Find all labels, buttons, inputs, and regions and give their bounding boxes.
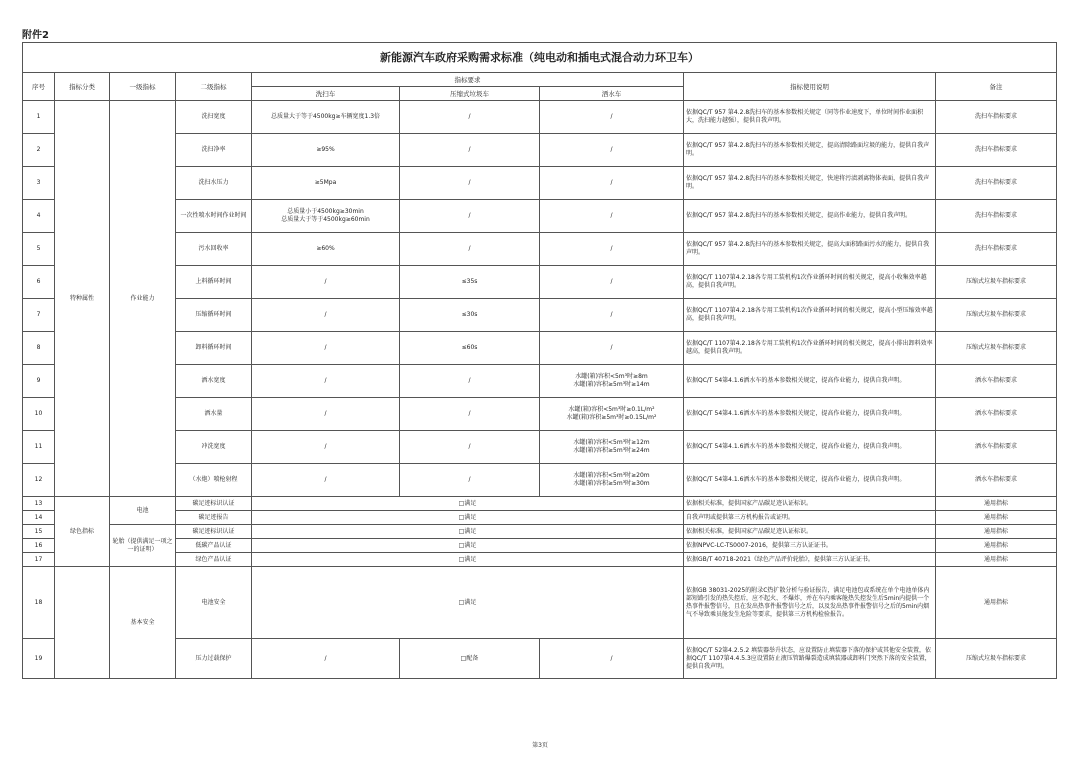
usage-cell: 依据NPVC-LC-TS0007-2016，提供第三方认证证书。 xyxy=(684,539,936,553)
requirement-merged-cell: □满足 xyxy=(252,539,684,553)
requirement-merged-cell: □满足 xyxy=(252,497,684,511)
seq-cell: 10 xyxy=(23,398,55,431)
usage-cell: 依据QC/T 52第4.2.5.2 填装器举升状态，应设置防止填装器下落的保护或其他安全装置，依据QC/T 1107第4.4.5.3应设置防止液压管路爆裂造成填装器或卸料门突然下落的安全装置，提供自我声明。 xyxy=(684,639,936,679)
table-row xyxy=(23,266,1057,299)
usage-cell: 依据相关标准，提供国家产品碳足迹认证标识。 xyxy=(684,525,936,539)
usage-cell: 自我声明或提供第三方机构报告或证明。 xyxy=(684,511,936,525)
seq-cell: 14 xyxy=(23,511,55,525)
usage-cell: 依据QC/T 54第4.1.6洒水车的基本参数相关规定，提高作业能力，提供自我声明。 xyxy=(684,464,936,497)
sweeper-cell: 总质量大于等于4500kg≥车辆宽度1.3倍 xyxy=(252,101,400,134)
sweeper-cell: / xyxy=(252,431,400,464)
sweeper-cell: / xyxy=(252,332,400,365)
standards-table xyxy=(22,42,1057,679)
usage-cell: 依据QC/T 957 第4.2.8洗扫车的基本参数相关规定，快速将污渍剥离物体表面，提供自我声明。 xyxy=(684,167,936,200)
seq-cell: 3 xyxy=(23,167,55,200)
usage-cell: 依据QC/T 957 第4.2.8洗扫车的基本参数相关规定，提高清除路面垃圾的能力，提供自我声明。 xyxy=(684,134,936,167)
remark-cell: 通用指标 xyxy=(936,553,1057,567)
header-level2: 二级指标 xyxy=(176,73,252,101)
sweeper-cell: / xyxy=(252,464,400,497)
header-requirements: 指标要求 xyxy=(252,73,684,87)
header-remark: 备注 xyxy=(936,73,1057,101)
sprinkler-cell: / xyxy=(540,266,684,299)
seq-cell: 15 xyxy=(23,525,55,539)
table-row xyxy=(23,101,1057,134)
header-usage: 指标使用说明 xyxy=(684,73,936,101)
seq-cell: 8 xyxy=(23,332,55,365)
seq-cell: 6 xyxy=(23,266,55,299)
compactor-cell: / xyxy=(400,200,540,233)
remark-cell: 洗扫车指标要求 xyxy=(936,134,1057,167)
level2-cell: 低碳产品认证 xyxy=(176,539,252,553)
seq-cell: 18 xyxy=(23,567,55,639)
remark-cell: 通用指标 xyxy=(936,539,1057,553)
sprinkler-cell: / xyxy=(540,299,684,332)
sprinkler-cell: 水罐(箱)容积<5m³时≥0.1L/m² 水罐(箱)容积≥5m³时≥0.15L/m² xyxy=(540,398,684,431)
level2-cell: 洒水宽度 xyxy=(176,365,252,398)
table-row xyxy=(23,431,1057,464)
usage-cell: 依据QC/T 957 第4.2.8洗扫车的基本参数相关规定，提高作业能力，提供自我声明。 xyxy=(684,200,936,233)
level1-cell: 作业能力 xyxy=(110,101,176,497)
sweeper-cell: / xyxy=(252,639,400,679)
level2-cell: 碳足迹标识认证 xyxy=(176,497,252,511)
level2-cell: 碳足迹标识认证 xyxy=(176,525,252,539)
table-row xyxy=(23,233,1057,266)
remark-cell: 通用指标 xyxy=(936,567,1057,639)
usage-cell: 依据QC/T 957 第4.2.8洗扫车的基本参数相关规定，提高大面积路面污水的能力，提供自我声明。 xyxy=(684,233,936,266)
table-row xyxy=(23,365,1057,398)
sprinkler-cell: / xyxy=(540,167,684,200)
sprinkler-cell: / xyxy=(540,101,684,134)
usage-cell: 依据QC/T 1107第4.2.18各专用工装机构1次作业循环时间的相关规定，提高小型压缩效率越高，提供自我声明。 xyxy=(684,299,936,332)
seq-cell: 1 xyxy=(23,101,55,134)
seq-cell: 13 xyxy=(23,497,55,511)
seq-cell: 16 xyxy=(23,539,55,553)
attachment-label: 附件2 xyxy=(22,30,49,41)
sweeper-cell: / xyxy=(252,365,400,398)
level2-cell: 压缩循环时间 xyxy=(176,299,252,332)
remark-cell: 压缩式垃圾车指标要求 xyxy=(936,299,1057,332)
usage-cell: 依据相关标准，提供国家产品碳足迹认证标识。 xyxy=(684,497,936,511)
level1-cell: 轮胎（提供满足一项之一的证明） xyxy=(110,525,176,567)
level2-cell: 上料循环时间 xyxy=(176,266,252,299)
requirement-merged-cell: □满足 xyxy=(252,567,684,639)
level2-cell: 洗扫净率 xyxy=(176,134,252,167)
remark-cell: 洗扫车指标要求 xyxy=(936,200,1057,233)
compactor-cell: ≤30s xyxy=(400,299,540,332)
table-row xyxy=(23,539,1057,553)
sprinkler-cell: 水罐(箱)容积<5m³时≥8m 水罐(箱)容积≥5m³时≥14m xyxy=(540,365,684,398)
header-seq: 序号 xyxy=(23,73,55,101)
sprinkler-cell: / xyxy=(540,332,684,365)
sprinkler-cell: 水罐(箱)容积<5m³时≥12m 水罐(箱)容积≥5m³时≥24m xyxy=(540,431,684,464)
usage-cell: 依据QC/T 54第4.1.6洒水车的基本参数相关规定，提高作业能力，提供自我声明。 xyxy=(684,431,936,464)
sweeper-cell: ≥60% xyxy=(252,233,400,266)
level2-cell: 一次性喷水时间作业时间 xyxy=(176,200,252,233)
sprinkler-cell: / xyxy=(540,233,684,266)
seq-cell: 7 xyxy=(23,299,55,332)
level2-cell: （水炮）喷枪射程 xyxy=(176,464,252,497)
table-row xyxy=(23,497,1057,511)
table-row xyxy=(23,464,1057,497)
seq-cell: 17 xyxy=(23,553,55,567)
level2-cell: 洗扫水压力 xyxy=(176,167,252,200)
compactor-cell: / xyxy=(400,365,540,398)
table-row xyxy=(23,511,1057,525)
level2-cell: 电池安全 xyxy=(176,567,252,639)
table-row xyxy=(23,525,1057,539)
level2-cell: 洒水量 xyxy=(176,398,252,431)
table-row xyxy=(23,200,1057,233)
compactor-cell: □配备 xyxy=(400,639,540,679)
compactor-cell: / xyxy=(400,431,540,464)
seq-cell: 12 xyxy=(23,464,55,497)
header-compactor: 压缩式垃圾车 xyxy=(400,87,540,101)
sweeper-cell: / xyxy=(252,299,400,332)
usage-cell: 依据GB 38031-2025的附录C热扩散分析与验证报告，满足电池包或系统在单个电池单体内部短路引发的热失控后，应不起火、不爆炸，并在车内乘客舱热失控发生后5min内提供一个热事件报警信号，且在发出热事件报警信号之后，以及发出热事件报警信号之后的5min内烟气不导致乘员舱发生危险等要求，提供第三方机构检验报告。 xyxy=(684,567,936,639)
compactor-cell: / xyxy=(400,233,540,266)
level2-cell: 压力过载保护 xyxy=(176,639,252,679)
remark-cell: 通用指标 xyxy=(936,511,1057,525)
header-sweeper: 洗扫车 xyxy=(252,87,400,101)
remark-cell: 洒水车指标要求 xyxy=(936,398,1057,431)
header-level1: 一级指标 xyxy=(110,73,176,101)
level2-cell: 冲洗宽度 xyxy=(176,431,252,464)
sweeper-cell: / xyxy=(252,266,400,299)
table-row xyxy=(23,553,1057,567)
level2-cell: 碳足迹报告 xyxy=(176,511,252,525)
remark-cell: 压缩式垃圾车指标要求 xyxy=(936,639,1057,679)
usage-cell: 依据QC/T 54第4.1.6洒水车的基本参数相关规定，提高作业能力，提供自我声明。 xyxy=(684,398,936,431)
compactor-cell: ≤60s xyxy=(400,332,540,365)
seq-cell: 9 xyxy=(23,365,55,398)
remark-cell: 压缩式垃圾车指标要求 xyxy=(936,266,1057,299)
level1-cell: 电池 xyxy=(110,497,176,525)
table-row xyxy=(23,567,1057,639)
compactor-cell: / xyxy=(400,464,540,497)
category-cell: 绿色指标 xyxy=(55,497,110,567)
table-row xyxy=(23,639,1057,679)
category-cell: 特种属性 xyxy=(55,101,110,497)
seq-cell: 19 xyxy=(23,639,55,679)
sweeper-cell: ≥95% xyxy=(252,134,400,167)
compactor-cell: / xyxy=(400,167,540,200)
header-sprinkler: 洒水车 xyxy=(540,87,684,101)
remark-cell: 洗扫车指标要求 xyxy=(936,167,1057,200)
remark-cell: 洒水车指标要求 xyxy=(936,464,1057,497)
table-title: 新能源汽车政府采购需求标准（纯电动和插电式混合动力环卫车） xyxy=(23,43,1057,73)
table-row xyxy=(23,332,1057,365)
usage-cell: 依据QC/T 1107第4.2.18各专用工装机构1次作业循环时间的相关规定，提高小收集效率越高，提供自我声明。 xyxy=(684,266,936,299)
header-category: 指标分类 xyxy=(55,73,110,101)
requirement-merged-cell: □满足 xyxy=(252,553,684,567)
usage-cell: 依据QC/T 1107第4.2.18各专用工装机构1次作业循环时间的相关规定，提高小排出卸料效率越高，提供自我声明。 xyxy=(684,332,936,365)
sprinkler-cell: / xyxy=(540,134,684,167)
remark-cell: 洒水车指标要求 xyxy=(936,365,1057,398)
level2-cell: 洗扫宽度 xyxy=(176,101,252,134)
level2-cell: 绿色产品认证 xyxy=(176,553,252,567)
sprinkler-cell: 水罐(箱)容积<5m³时≥20m 水罐(箱)容积≥5m³时≥30m xyxy=(540,464,684,497)
sprinkler-cell: / xyxy=(540,200,684,233)
table-row xyxy=(23,167,1057,200)
seq-cell: 11 xyxy=(23,431,55,464)
sweeper-cell: / xyxy=(252,398,400,431)
seq-cell: 4 xyxy=(23,200,55,233)
usage-cell: 依据QC/T 957 第4.2.8洗扫车的基本参数相关规定（同等作业速度下，单位时间作业面积大，洗扫能力越强），提供自我声明。 xyxy=(684,101,936,134)
level1-cell: 基本安全 xyxy=(110,567,176,679)
table-body xyxy=(23,101,1057,679)
table-row xyxy=(23,299,1057,332)
compactor-cell: / xyxy=(400,398,540,431)
usage-cell: 依据GB/T 40718-2021《绿色产品评价轮胎》，提供第三方认证证书。 xyxy=(684,553,936,567)
page-footer: 第3页 xyxy=(532,742,548,749)
table-row xyxy=(23,134,1057,167)
remark-cell: 洒水车指标要求 xyxy=(936,431,1057,464)
level2-cell: 卸料循环时间 xyxy=(176,332,252,365)
sweeper-cell: 总质量小于4500kg≥30min 总质量大于等于4500kg≥60min xyxy=(252,200,400,233)
usage-cell: 依据QC/T 54第4.1.6洒水车的基本参数相关规定，提高作业能力，提供自我声明。 xyxy=(684,365,936,398)
seq-cell: 2 xyxy=(23,134,55,167)
remark-cell: 通用指标 xyxy=(936,497,1057,511)
compactor-cell: / xyxy=(400,101,540,134)
sprinkler-cell: / xyxy=(540,639,684,679)
level2-cell: 污水回收率 xyxy=(176,233,252,266)
seq-cell: 5 xyxy=(23,233,55,266)
remark-cell: 洗扫车指标要求 xyxy=(936,233,1057,266)
requirement-merged-cell: □满足 xyxy=(252,511,684,525)
remark-cell: 通用指标 xyxy=(936,525,1057,539)
remark-cell: 压缩式垃圾车指标要求 xyxy=(936,332,1057,365)
requirement-merged-cell: □满足 xyxy=(252,525,684,539)
compactor-cell: / xyxy=(400,134,540,167)
remark-cell: 洗扫车指标要求 xyxy=(936,101,1057,134)
category-cell xyxy=(55,567,110,679)
sweeper-cell: ≥5Mpa xyxy=(252,167,400,200)
table-row xyxy=(23,398,1057,431)
standards-table-sheet xyxy=(22,42,1056,718)
compactor-cell: ≤35s xyxy=(400,266,540,299)
